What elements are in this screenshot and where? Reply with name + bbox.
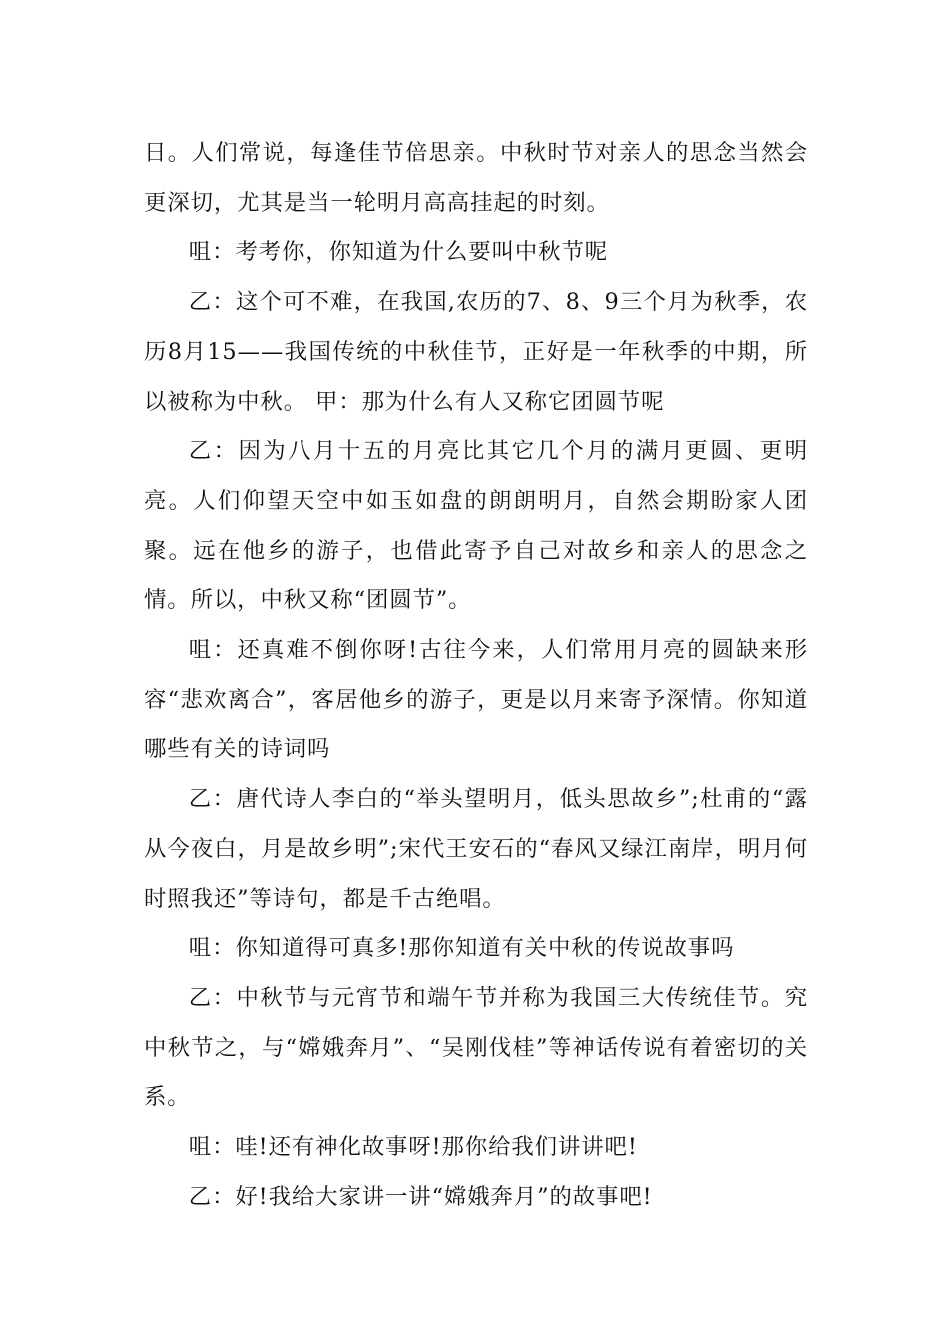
paragraph-2: 咀：考考你，你知道为什么要叫中秋节呢: [188, 239, 609, 266]
paragraph-5: 咀：还真难不倒你呀!古往今来，人们常用月亮的圆缺来形容“悲欢离合”，客居他乡的游子，更是以月来寄予深情。你知道哪些有关的诗词吗: [144, 637, 808, 763]
paragraph-9: 咀：哇!还有神化故事呀!那你给我们讲讲吧!: [188, 1134, 638, 1161]
paragraph-6: 乙：唐代诗人李白的“举头望明月，低头思故乡”;杜甫的“露从今夜白，月是故乡明”;宋代王安石的“春风又绿江南岸，明月何时照我还”等诗句，都是千古绝唱。: [144, 786, 808, 912]
paragraph-7: 咀：你知道得可真多!那你知道有关中秋的传说故事吗: [188, 935, 735, 962]
paragraph-8: 乙：中秋节与元宵节和端午节并称为我国三大传统佳节。究中秋节之，与“嫦娥奔月”、“吴刚伐桂”等神话传说有着密切的关系。: [144, 984, 808, 1111]
paragraph-3: 乙：这个可不难，在我国,农历的7、8、9三个月为秋季，农历8月15——我国传统的中秋佳节，正好是一年秋季的中期，所以被称为中秋。 甲：那为什么有人又称它团圆节呢: [144, 289, 808, 415]
paragraph-10: 乙：好!我给大家讲一讲“嫦娥奔月”的故事吧!: [188, 1183, 653, 1210]
paragraph-4: 乙：因为八月十五的月亮比其它几个月的满月更圆、更明亮。人们仰望天空中如玉如盘的朗朗明月，自然会期盼家人团聚。远在他乡的游子，也借此寄予自己对故乡和亲人的思念之情。所以，中秋又称“团圆节”。: [144, 438, 808, 614]
document-body: [144, 129, 808, 1222]
paragraph-1: 日。人们常说，每逢佳节倍思亲。中秋时节对亲人的思念当然会更深切，尤其是当一轮明月高高挂起的时刻。: [144, 140, 808, 216]
